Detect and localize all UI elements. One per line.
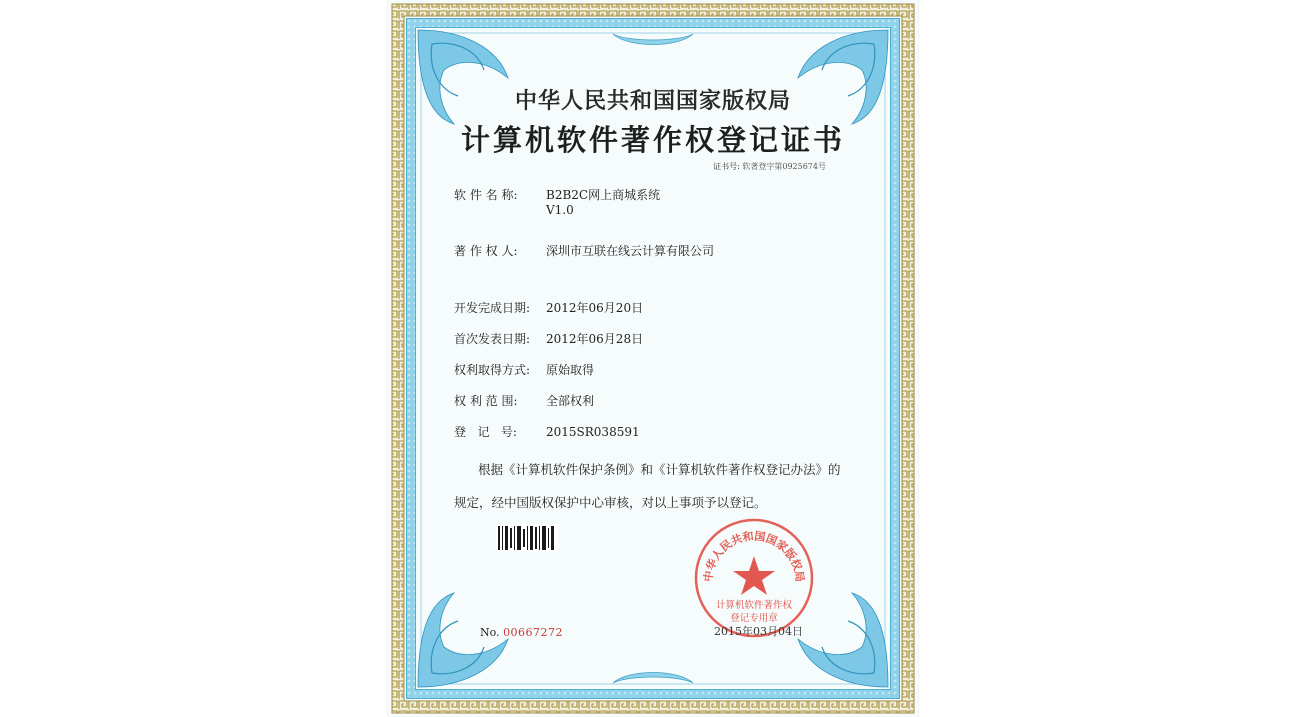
barcode-image <box>496 524 558 552</box>
field-development-date <box>454 299 643 316</box>
field-label: 首次发表日期: <box>454 332 531 346</box>
field-value: 2015SR038591 <box>546 425 640 439</box>
field-value: 全部权利 <box>546 394 595 408</box>
software-version: V1.0 <box>546 203 574 217</box>
official-seal <box>692 516 816 640</box>
field-rights-scope <box>454 392 594 409</box>
field-value: 原始取得 <box>546 363 595 377</box>
field-software-name <box>454 186 660 203</box>
serial-number-value: 00667272 <box>503 626 564 639</box>
serial-number <box>480 626 563 639</box>
field-acquisition-method <box>454 361 594 378</box>
certificate <box>388 0 918 717</box>
field-label: 著 作 权 人: <box>454 244 518 258</box>
serial-number-label: No. <box>480 626 500 639</box>
field-label: 权 利 范 围: <box>454 394 518 408</box>
field-registration-number <box>454 423 640 440</box>
certificate-number-label: 证书号: <box>713 162 740 171</box>
statement-line-2: 规定，经中国版权保护中心审核，对以上事项予以登记。 <box>454 495 767 510</box>
seal-line-2: 登记专用章 <box>730 613 778 624</box>
statement-line-1: 根据《计算机软件保护条例》和《计算机软件著作权登记办法》的 <box>478 462 841 477</box>
field-value: 2012年06月20日 <box>546 301 644 315</box>
field-label: 权利取得方式: <box>454 363 531 377</box>
field-label: 登 记 号: <box>454 425 517 439</box>
issue-date: 2015年03月04日 <box>714 625 803 638</box>
certificate-number-value: 软著登字第0925674号 <box>742 162 826 171</box>
field-label: 软 件 名 称: <box>454 188 518 202</box>
seal-arc-text: 中华人民共和国国家版权局 <box>701 529 807 583</box>
field-label: 开发完成日期: <box>454 301 531 315</box>
field-copyright-owner <box>454 242 714 259</box>
field-publication-date <box>454 330 643 347</box>
certificate-number <box>713 161 826 172</box>
field-value: B2B2C网上商城系统 <box>546 188 661 202</box>
field-value: 2012年06月28日 <box>546 332 644 346</box>
certificate-title: 计算机软件著作权登记证书 <box>460 123 845 157</box>
field-value: 深圳市互联在线云计算有限公司 <box>546 244 715 258</box>
issuer-title: 中华人民共和国国家版权局 <box>514 88 791 114</box>
seal-line-1: 计算机软件著作权 <box>715 600 793 611</box>
